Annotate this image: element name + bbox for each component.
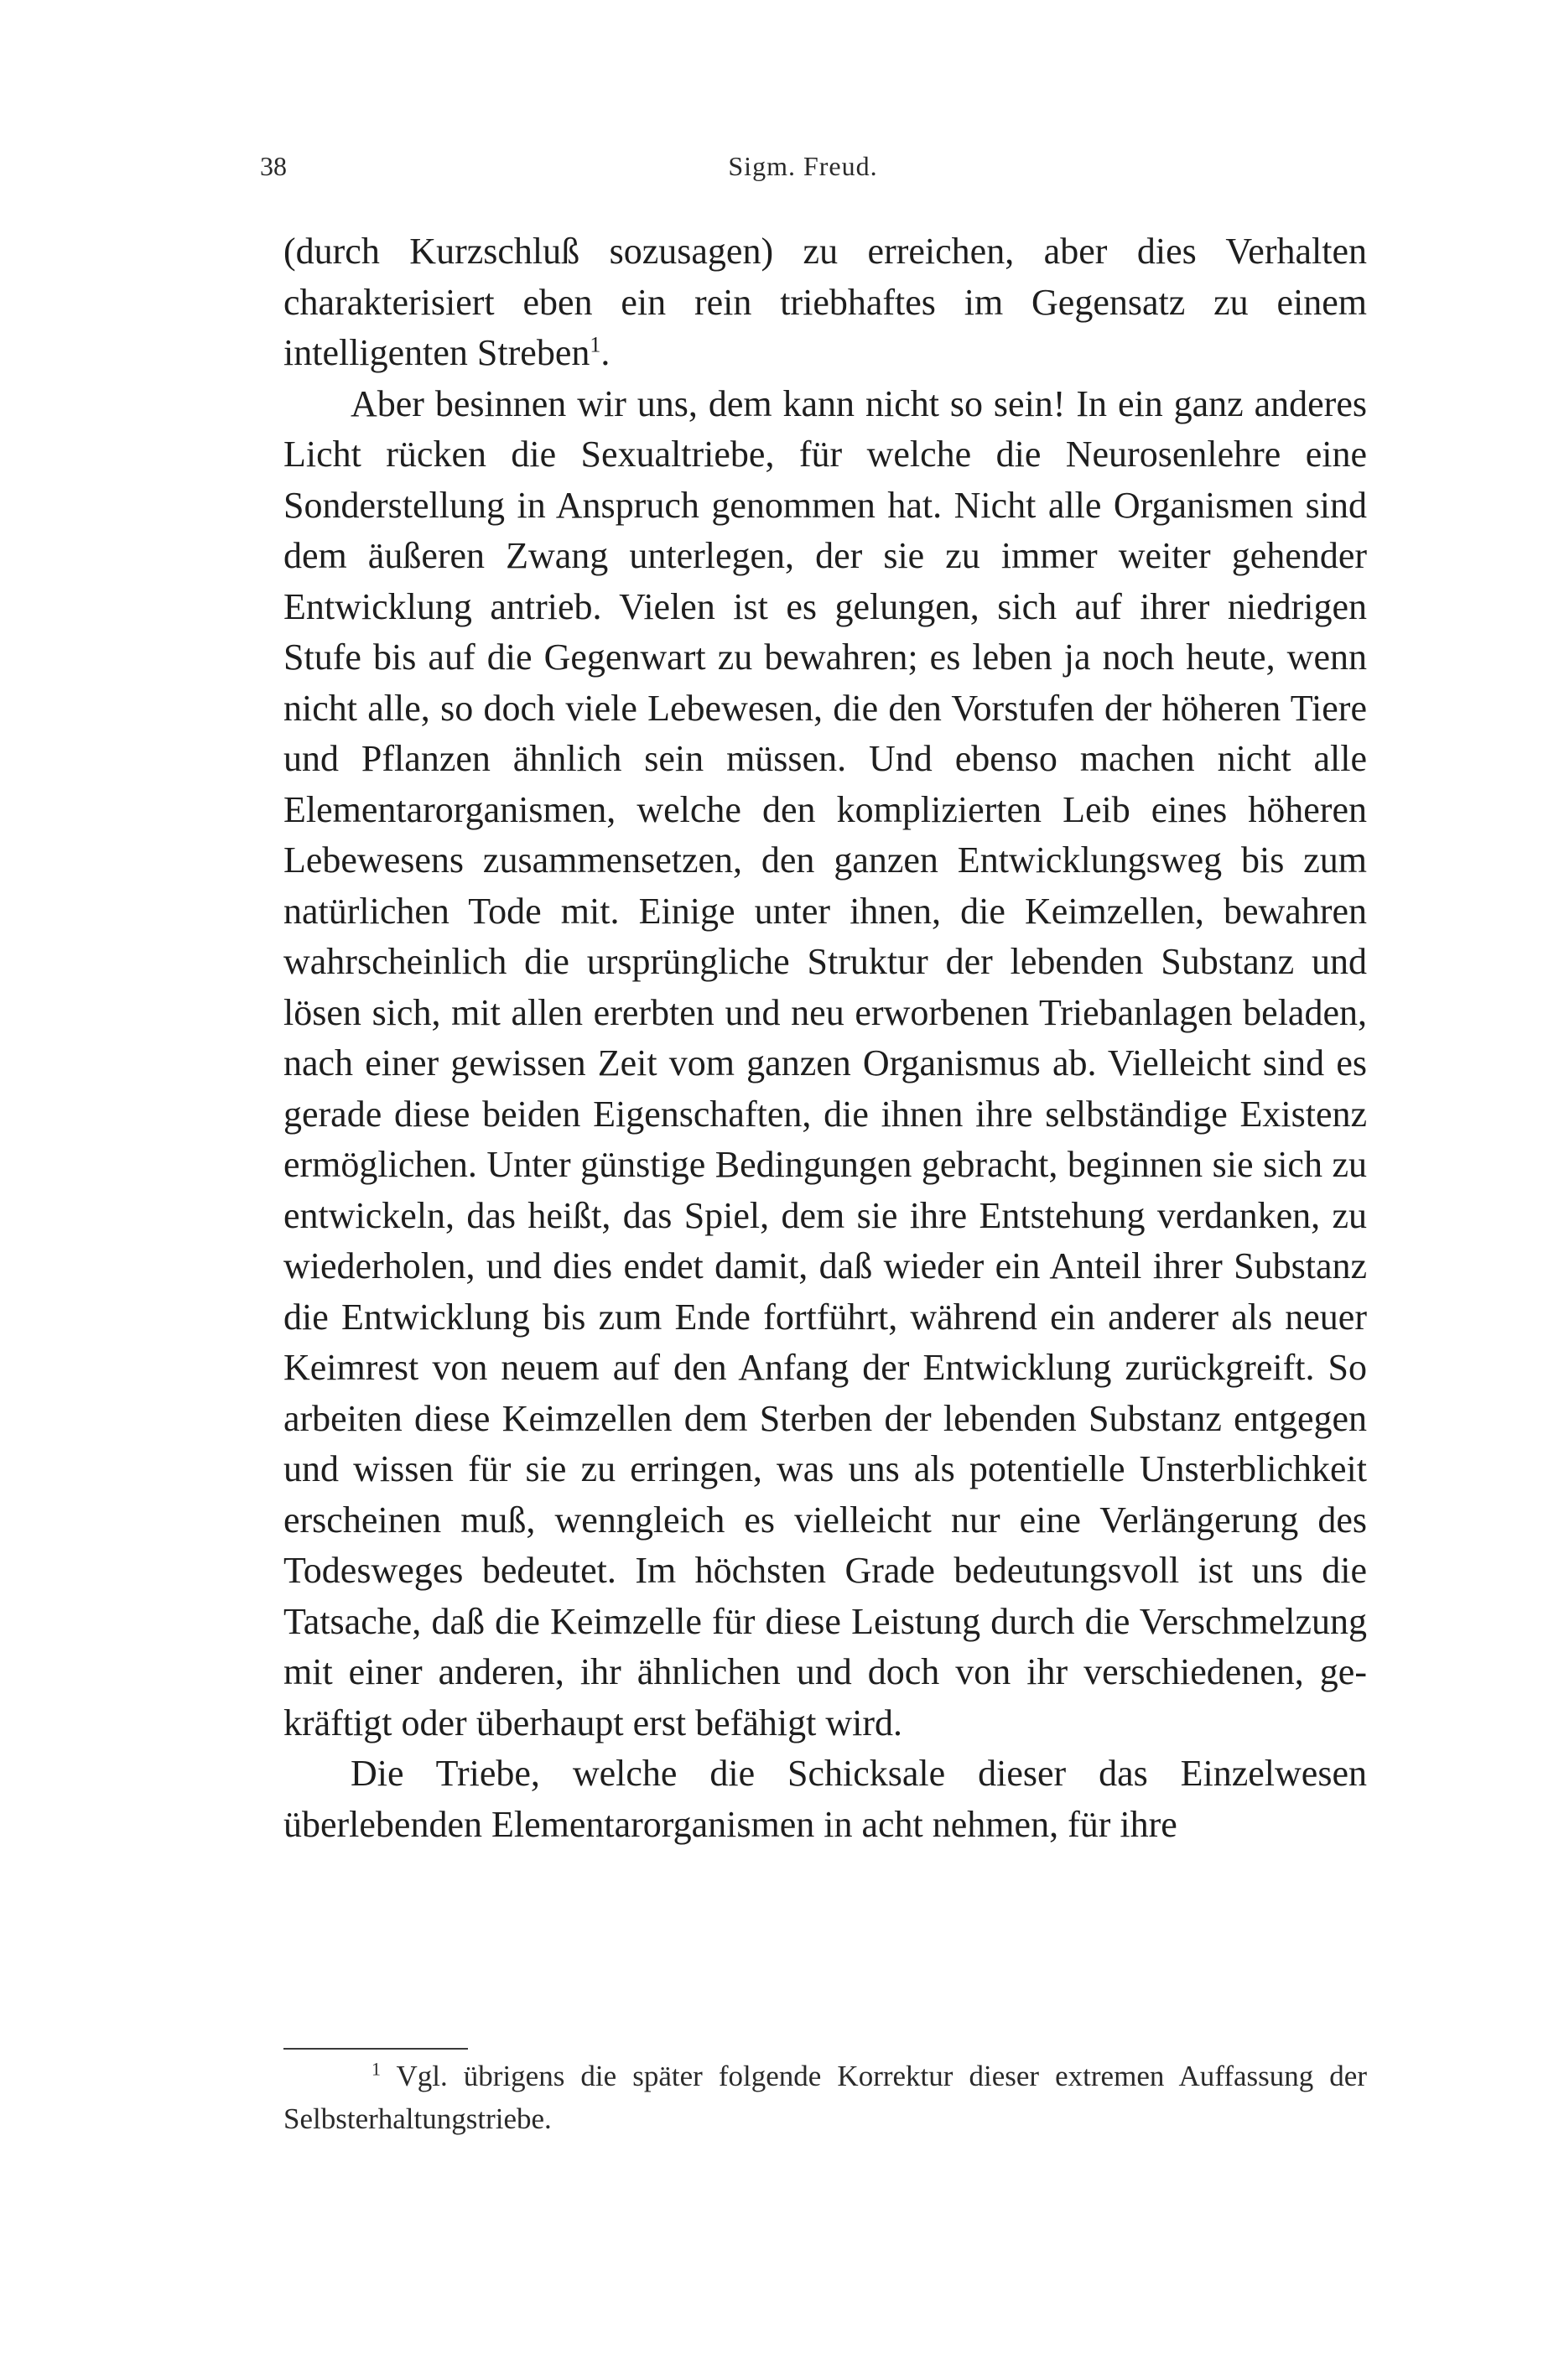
paragraph-1-end: . [600, 332, 611, 373]
body-text [283, 226, 1367, 1850]
page-number: 38 [260, 151, 287, 181]
footnote-marker: 1 [372, 2058, 381, 2080]
footnote-text: Vgl. übrigens die später folgende Korrektur dieser extremen Auffassung der Selbsterhaltungstriebe. [283, 2060, 1367, 2135]
footnote-divider [283, 2048, 468, 2050]
paragraph-1-text: (durch Kurzschluß sozusagen) zu erreichen, aber dies Verhalten charakterisiert eben ein rein triebhaftes im Gegensatz zu einem intelligenten Streben [283, 231, 1367, 373]
paragraph-2: Aber besinnen wir uns, dem kann nicht so sein! In ein ganz anderes Licht rücken die Sexualtriebe, für welche die Neurosenlehre eine Sonderstellung in Anspruch genommen hat. Nicht alle Organismen sind dem äußeren Zwang unterlegen, der sie zu immer weiter gehender Entwicklung antrieb. Vielen ist es gelungen, sich auf ihrer niedrigen Stufe bis auf die Gegenwart zu bewahren; es leben ja noch heute, wenn nicht alle, so doch viele Lebewesen, die den Vorstufen der höheren Tiere und Pflanzen ähnlich sein müssen. Und ebenso machen nicht alle Elementarorganismen, welche den komplizierten Leib eines höheren Lebewesens zusammensetzen, den ganzen Entwicklungsweg bis zum natürlichen Tode mit. Einige unter ihnen, die Keimzellen, bewahren wahrscheinlich die ursprüngliche Struktur der lebenden Substanz und lösen sich, mit allen ererbten und neu erworbenen Triebanlagen beladen, nach einer gewissen Zeit vom ganzen Organismus ab. Vielleicht sind es gerade diese beiden Eigenschaften, die ihnen ihre selbständige Existenz ermöglichen. Unter günstige Bedingungen gebracht, beginnen sie sich zu entwickeln, das heißt, das Spiel, dem sie ihre Entstehung verdanken, zu wiederholen, und dies endet damit, daß wieder ein Anteil ihrer Substanz die Entwicklung bis zum Ende fortführt, während ein anderer als neuer Keimrest von neuem auf den Anfang der Entwicklung zurückgreift. So arbeiten diese Keimzellen dem Sterben der lebenden Substanz entgegen und wissen für sie zu erringen, was uns als potentielle Unsterblichkeit erscheinen muß, wenngleich es vielleicht nur eine Verlängerung des Todesweges bedeutet. Im höchsten Grade bedeutungsvoll ist uns die Tatsache, daß die Keimzelle für diese Leistung durch die Verschmelzung mit einer anderen, ihr ähnlichen und doch von ihr verschiedenen, gekräftigt oder überhaupt erst befähigt wird. [283, 382, 1367, 1743]
page-header [260, 151, 1346, 193]
footnote-reference: 1 [590, 332, 601, 357]
footnote [283, 2055, 1367, 2140]
paragraph-1 [283, 226, 1367, 379]
paragraph-3: Die Triebe, welche die Schicksale dieser das Einzelwesen überlebenden Elementarorganismen in acht nehmen, für ihre [283, 1753, 1367, 1845]
running-head: Sigm. Freud. [728, 151, 878, 181]
